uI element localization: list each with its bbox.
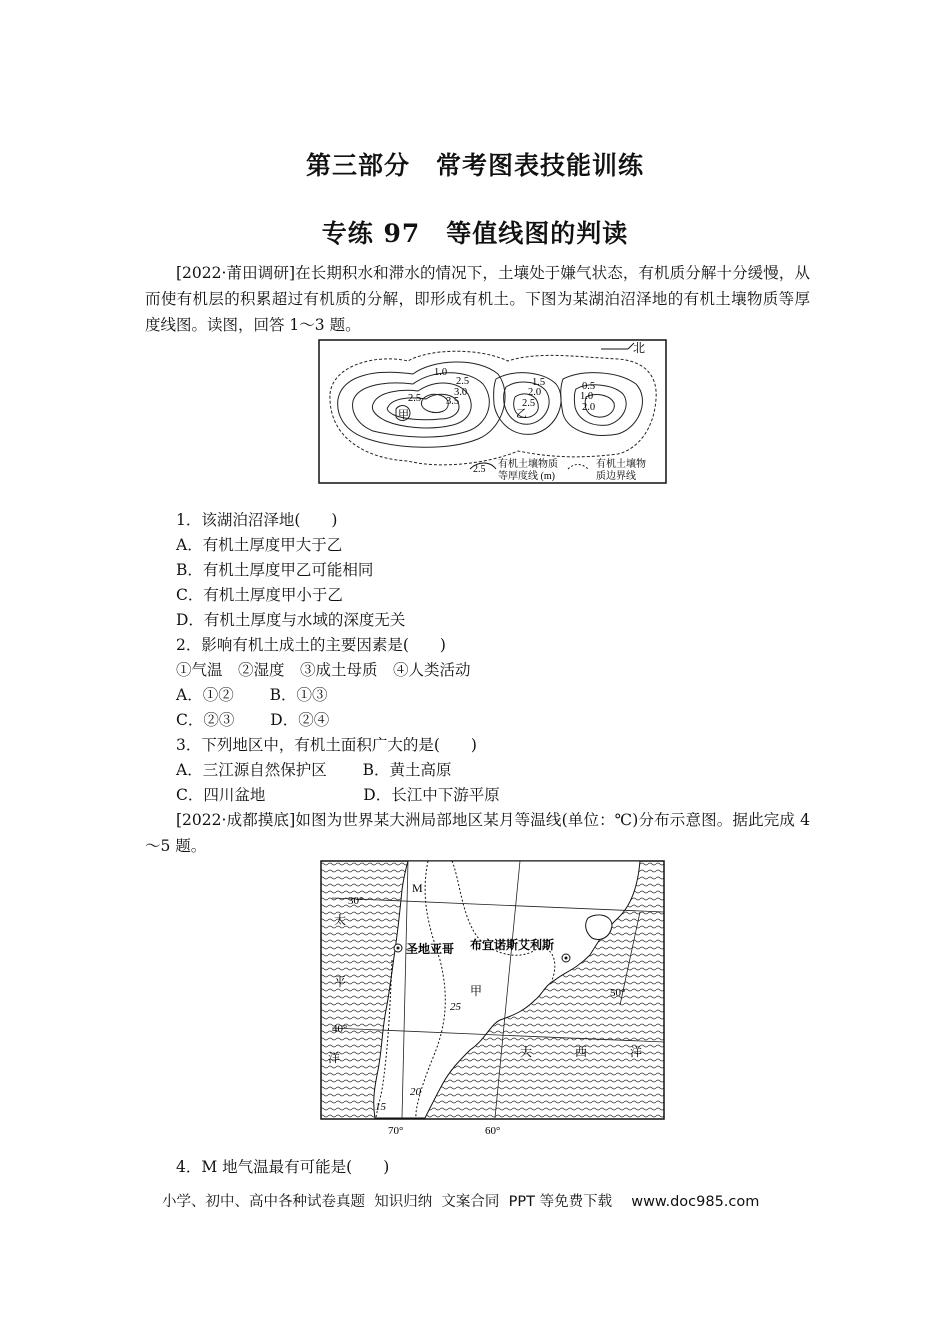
q1-option-d: D．有机土厚度与水域的深度无关	[176, 611, 406, 629]
isotherm-label-25: 25	[450, 1001, 461, 1013]
q2-options-row1: A．①② B．①③	[176, 686, 328, 704]
contour-label: 1.0	[434, 367, 448, 378]
part-title: 第三部分 常考图表技能训练	[305, 151, 644, 180]
atlantic-label-3: 洋	[630, 1045, 643, 1059]
q4-stem: 4．M 地气温最有可能是( )	[176, 1158, 390, 1176]
contour-label: 2.5	[408, 393, 422, 404]
contour-label: 0.5	[582, 381, 596, 392]
legend-contour-label: 有机土壤物质等厚度线 (m)	[498, 459, 558, 482]
footer-text: 小学、初中、高中各种试卷真题 知识归纳 文案合同 PPT 等免费下载 www.doc985.com	[162, 1194, 760, 1210]
contour-label: 1.5	[532, 377, 546, 388]
legend-boundary-label: 有机土壤物质边界线	[596, 459, 646, 482]
longitude-70-label: 70°	[388, 1125, 404, 1137]
label-buenos-aires: 布宜诺斯艾利斯	[470, 938, 555, 952]
q3-options-row1: A．三江源自然保护区 B．黄土高原	[176, 761, 452, 779]
contour-label: 2.0	[582, 402, 596, 413]
place-yi: 乙	[516, 408, 527, 420]
q2-stem: 2．影响有机土成土的主要因素是( )	[176, 636, 446, 654]
contour-label: 1.0	[580, 391, 594, 402]
q3-stem: 3．下列地区中，有机土面积广大的是( )	[176, 736, 477, 754]
figure-isotherm-map	[320, 860, 665, 1138]
q1-option-b: B．有机土厚度甲乙可能相同	[176, 561, 374, 579]
contour-label: 2.5	[456, 376, 470, 387]
q1-option-c: C．有机土厚度甲小于乙	[176, 586, 343, 604]
contour-label: 2.5	[522, 398, 536, 409]
pacific-label-1: 太	[334, 913, 347, 927]
isotherm-label-20: 20	[410, 1086, 421, 1098]
q3-options-row2: C．四川盆地 D．长江中下游平原	[176, 786, 500, 804]
atlantic-label-2: 西	[575, 1045, 588, 1059]
section-title: 专练 97 等值线图的判读	[321, 219, 629, 248]
latitude-40-label: 40°	[332, 1023, 348, 1035]
north-label: 北	[633, 341, 646, 355]
pacific-label-3: 洋	[328, 1051, 341, 1065]
label-m: M	[412, 881, 423, 895]
contour-label: 2.0	[528, 387, 542, 398]
intro-paragraph-1: [2022·莆田调研]在长期积水和滞水的情况下，土壤处于嫌气状态，有机质分解十分缓慢，从而使有机层的积累超过有机质的分解，即形成有机土。下图为某湖泊沼泽地的有机土壤物质等厚度线图。读图，回答 1～3 题。	[145, 264, 810, 334]
isotherm-label-15: 15	[375, 1101, 386, 1113]
contour-label: 3.5	[446, 396, 460, 407]
q2-factors: ①气温 ②湿度 ③成土母质 ④人类活动	[176, 661, 471, 679]
intro-paragraph-2: [2022·成都摸底]如图为世界某大洲局部地区某月等温线(单位：℃)分布示意图。据此完成 4～5 题。	[145, 811, 810, 855]
label-santiago: 圣地亚哥	[406, 942, 455, 956]
place-jia: 甲	[398, 409, 409, 421]
longitude-60-label: 60°	[485, 1125, 501, 1137]
longitude-50-label: 50°	[610, 987, 626, 999]
contour-label: 3.0	[454, 387, 468, 398]
atlantic-label-1: 大	[520, 1045, 533, 1059]
figure-organic-soil-contour-map	[318, 339, 667, 484]
q1-stem: 1．该湖泊沼泽地( )	[176, 511, 338, 529]
pacific-label-2: 平	[334, 975, 347, 989]
legend-sample-value: 2.5	[473, 464, 486, 475]
q1-option-a: A．有机土厚度甲大于乙	[176, 536, 343, 554]
label-jia: 甲	[470, 984, 483, 998]
latitude-30-label: 30°	[348, 895, 364, 907]
q2-options-row2: C．②③ D．②④	[176, 711, 330, 729]
